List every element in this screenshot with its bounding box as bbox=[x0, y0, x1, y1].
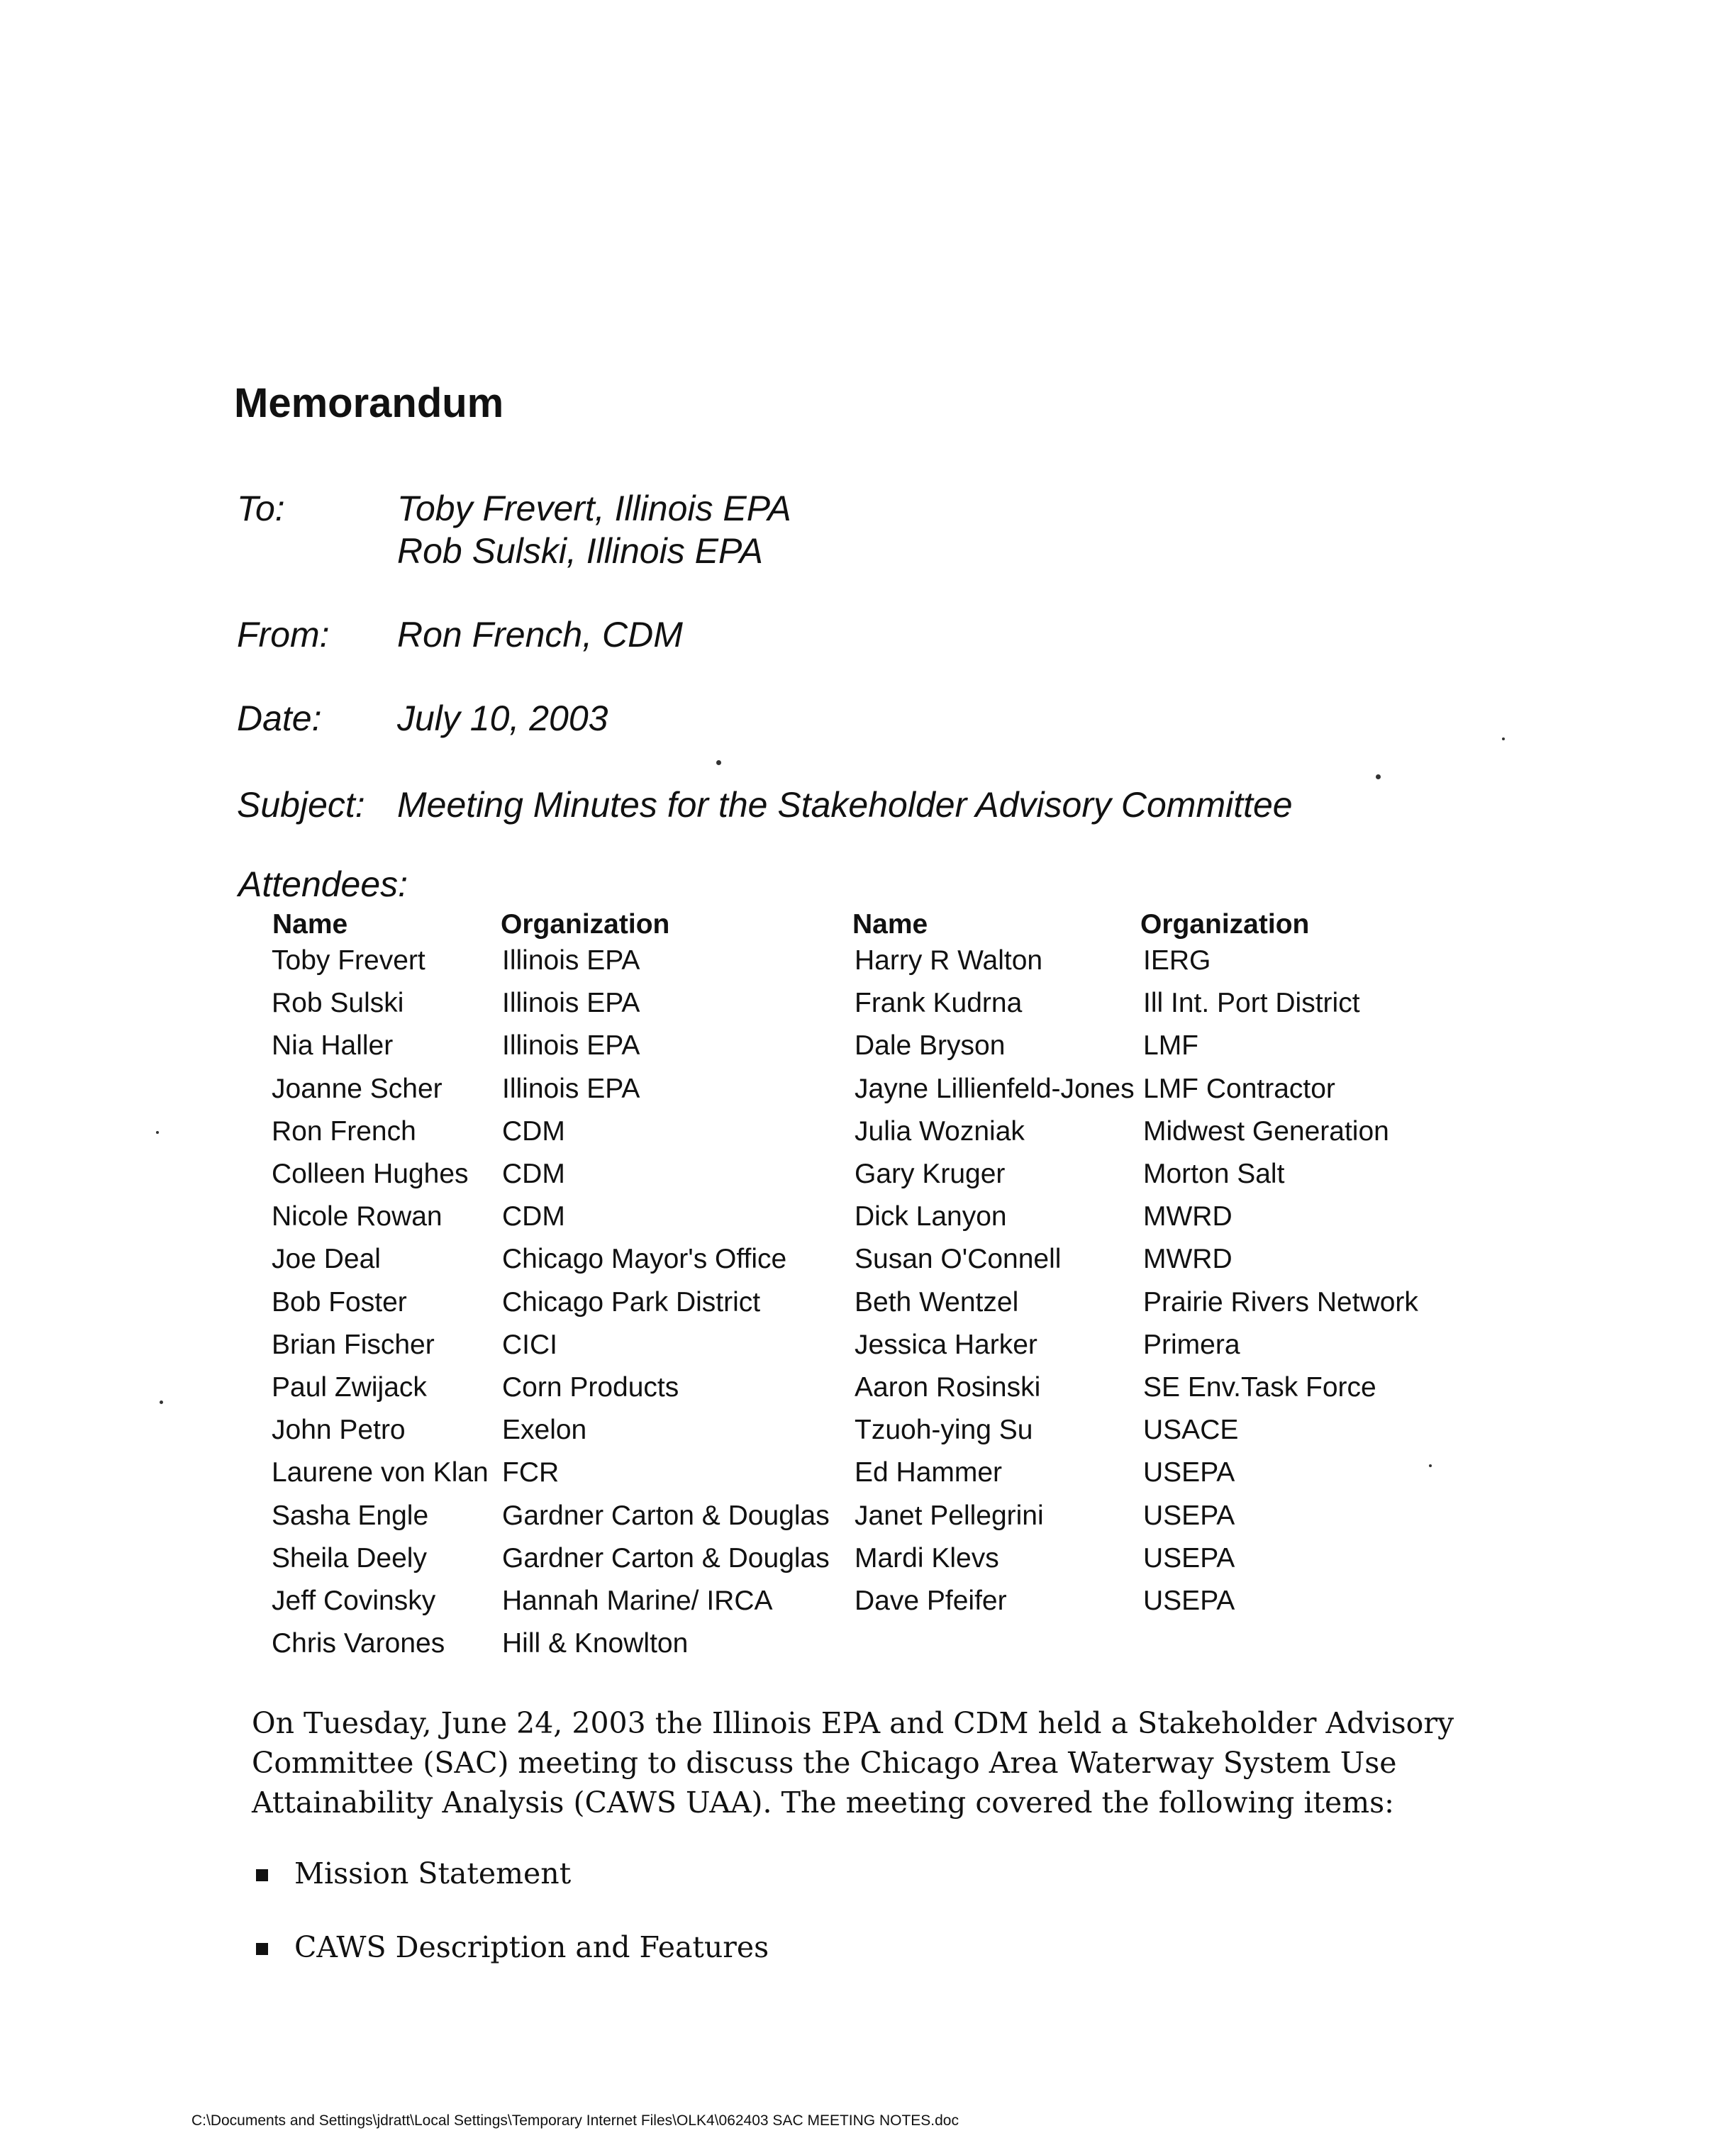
intro-paragraph: On Tuesday, June 24, 2003 the Illinois EPA and CDM held a Stakeholder Advisory Committee (SAC) meeting to discuss the Chicago Area Waterway System Use Attainability Analysis (CAWS UAA). The meeting covered the following items: bbox=[252, 1706, 1454, 1820]
attendee-name: Nia Haller bbox=[272, 1030, 394, 1061]
attendee-name: Ed Hammer bbox=[855, 1457, 1003, 1488]
header-name-right: Name bbox=[852, 909, 928, 940]
attendee-name: Beth Wentzel bbox=[855, 1287, 1019, 1318]
attendee-name: Jessica Harker bbox=[855, 1330, 1037, 1360]
attendee-organization: USEPA bbox=[1143, 1457, 1235, 1488]
footer-file-path: C:\Documents and Settings\jdratt\Local Settings\Temporary Internet Files\OLK4\062403 SAC MEETING NOTES.doc bbox=[191, 2112, 959, 2129]
attendees-label: Attendees: bbox=[238, 864, 408, 904]
scan-speck bbox=[716, 760, 721, 765]
attendee-name: Jeff Covinsky bbox=[272, 1586, 436, 1616]
attendee-name: Rob Sulski bbox=[272, 988, 404, 1018]
attendee-name: Susan O'Connell bbox=[855, 1244, 1062, 1274]
topics-list bbox=[252, 1856, 769, 2004]
attendee-organization: MWRD bbox=[1143, 1201, 1233, 1232]
header-organization-left: Organization bbox=[501, 909, 670, 940]
attendee-organization: USEPA bbox=[1143, 1586, 1235, 1616]
attendee-name: Joe Deal bbox=[272, 1244, 381, 1274]
attendee-organization: USEPA bbox=[1143, 1543, 1235, 1574]
to-line-2: Rob Sulski, Illinois EPA bbox=[397, 531, 763, 571]
from-label: From: bbox=[237, 615, 330, 655]
attendee-name: Tzuoh-ying Su bbox=[855, 1415, 1033, 1445]
attendee-organization: Midwest Generation bbox=[1143, 1116, 1389, 1147]
attendee-name: Jayne Lillienfeld-Jones bbox=[855, 1074, 1135, 1104]
attendee-name: Janet Pellegrini bbox=[855, 1500, 1044, 1531]
attendee-organization: FCR bbox=[502, 1457, 560, 1488]
list-item-text: Mission Statement bbox=[294, 1856, 572, 1890]
attendee-organization: Hill & Knowlton bbox=[502, 1628, 689, 1659]
attendee-organization: IERG bbox=[1143, 945, 1211, 976]
subject-label: Subject: bbox=[237, 785, 365, 825]
attendee-name: Laurene von Klan bbox=[272, 1457, 489, 1488]
list-item bbox=[252, 1930, 769, 2004]
attendee-organization: Gardner Carton & Douglas bbox=[502, 1500, 830, 1531]
attendee-name: Sasha Engle bbox=[272, 1500, 429, 1531]
attendee-name: Gary Kruger bbox=[855, 1159, 1006, 1189]
attendee-name: Aaron Rosinski bbox=[855, 1372, 1041, 1403]
attendee-name: Ron French bbox=[272, 1116, 416, 1147]
attendee-organization: MWRD bbox=[1143, 1244, 1233, 1274]
attendee-name: Harry R Walton bbox=[855, 945, 1043, 976]
attendee-organization: CDM bbox=[502, 1116, 565, 1147]
attendee-organization: USEPA bbox=[1143, 1500, 1235, 1531]
attendee-name: John Petro bbox=[272, 1415, 406, 1445]
attendee-organization: Hannah Marine/ IRCA bbox=[502, 1586, 773, 1616]
attendee-name: Paul Zwijack bbox=[272, 1372, 427, 1403]
attendee-name: Brian Fischer bbox=[272, 1330, 435, 1360]
attendee-name: Sheila Deely bbox=[272, 1543, 427, 1574]
scan-speck bbox=[1376, 774, 1381, 779]
memo-title: Memorandum bbox=[234, 380, 504, 426]
bullet-square-icon bbox=[256, 1869, 268, 1881]
attendee-name: Toby Frevert bbox=[272, 945, 425, 976]
attendee-name: Nicole Rowan bbox=[272, 1201, 443, 1232]
attendee-organization: SE Env.Task Force bbox=[1143, 1372, 1376, 1403]
attendee-name: Frank Kudrna bbox=[855, 988, 1023, 1018]
date-value: July 10, 2003 bbox=[397, 698, 608, 738]
attendee-name: Joanne Scher bbox=[272, 1074, 443, 1104]
attendee-name: Mardi Klevs bbox=[855, 1543, 999, 1574]
attendee-organization: Prairie Rivers Network bbox=[1143, 1287, 1418, 1318]
list-item-text: CAWS Description and Features bbox=[294, 1930, 769, 1964]
attendee-name: Colleen Hughes bbox=[272, 1159, 469, 1189]
attendee-organization: CDM bbox=[502, 1201, 565, 1232]
attendee-organization: Chicago Park District bbox=[502, 1287, 761, 1318]
attendee-organization: CDM bbox=[502, 1159, 565, 1189]
to-line-1: Toby Frevert, Illinois EPA bbox=[397, 489, 791, 528]
attendee-organization: LMF bbox=[1143, 1030, 1198, 1061]
attendee-organization: CICI bbox=[502, 1330, 557, 1360]
bullet-square-icon bbox=[256, 1943, 268, 1955]
attendee-organization: Chicago Mayor's Office bbox=[502, 1244, 787, 1274]
attendee-organization: Illinois EPA bbox=[502, 1074, 640, 1104]
attendee-name: Julia Wozniak bbox=[855, 1116, 1025, 1147]
attendee-organization: Gardner Carton & Douglas bbox=[502, 1543, 830, 1574]
attendee-organization: Ill Int. Port District bbox=[1143, 988, 1360, 1018]
attendee-organization: LMF Contractor bbox=[1143, 1074, 1335, 1104]
list-item bbox=[252, 1856, 769, 1930]
attendee-name: Chris Varones bbox=[272, 1628, 445, 1659]
header-organization-right: Organization bbox=[1140, 909, 1310, 940]
attendee-organization: Exelon bbox=[502, 1415, 587, 1445]
attendee-organization: Illinois EPA bbox=[502, 1030, 640, 1061]
attendee-organization: Morton Salt bbox=[1143, 1159, 1285, 1189]
attendee-name: Dave Pfeifer bbox=[855, 1586, 1007, 1616]
attendee-organization: Primera bbox=[1143, 1330, 1240, 1360]
attendee-organization: Illinois EPA bbox=[502, 945, 640, 976]
attendee-name: Dick Lanyon bbox=[855, 1201, 1007, 1232]
attendee-organization: USACE bbox=[1143, 1415, 1239, 1445]
scan-speck bbox=[1429, 1464, 1432, 1467]
scan-speck bbox=[1502, 737, 1505, 740]
date-label: Date: bbox=[237, 698, 322, 738]
scan-speck bbox=[160, 1400, 163, 1404]
subject-value: Meeting Minutes for the Stakeholder Advisory Committee bbox=[397, 785, 1293, 825]
attendee-organization: Corn Products bbox=[502, 1372, 679, 1403]
to-label: To: bbox=[237, 489, 285, 528]
attendee-name: Bob Foster bbox=[272, 1287, 407, 1318]
scan-speck bbox=[156, 1131, 159, 1134]
from-value: Ron French, CDM bbox=[397, 615, 683, 655]
header-name-left: Name bbox=[272, 909, 348, 940]
attendee-name: Dale Bryson bbox=[855, 1030, 1006, 1061]
attendee-organization: Illinois EPA bbox=[502, 988, 640, 1018]
